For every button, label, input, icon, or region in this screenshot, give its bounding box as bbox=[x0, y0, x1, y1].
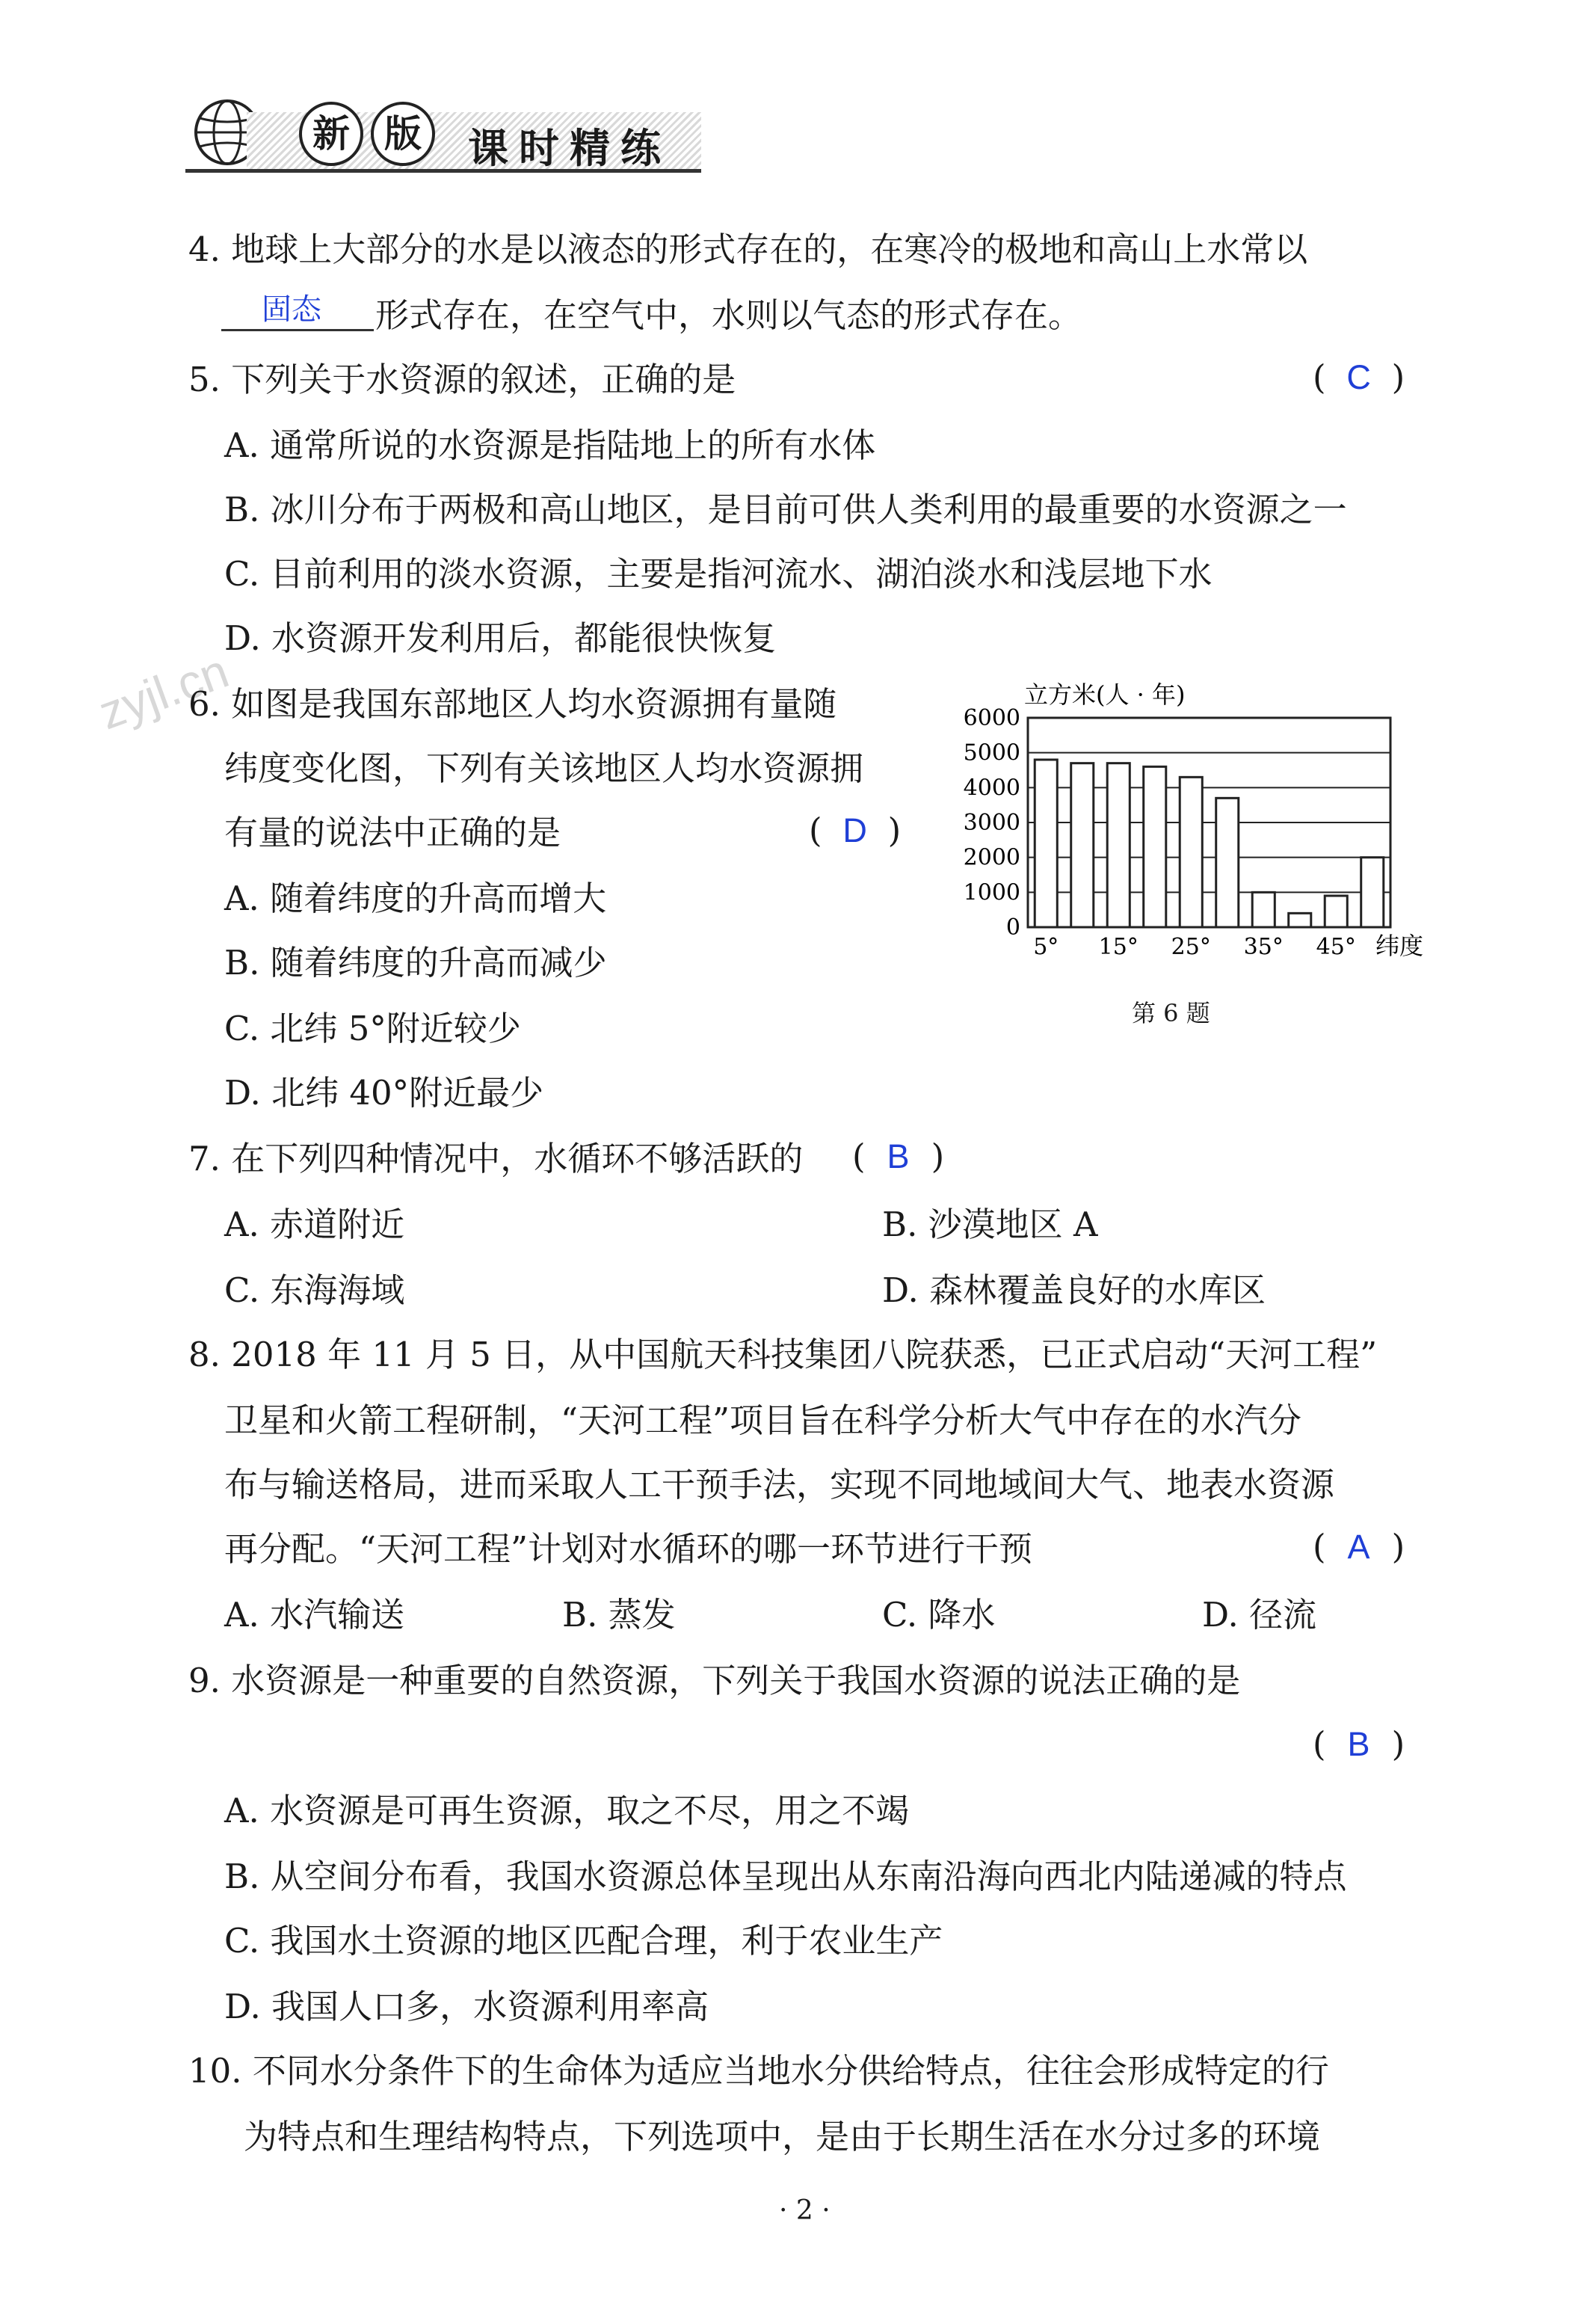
q7-answer: B bbox=[887, 1137, 910, 1175]
chart-y-tick-label: 2000 bbox=[963, 844, 1020, 871]
chart-bar bbox=[1071, 763, 1094, 927]
q8-stem-line4: 再分配。“天河工程”计划对水循环的哪一环节进行干预 bbox=[224, 1529, 1033, 1569]
q9-stem: 9. 水资源是一种重要的自然资源，下列关于我国水资源的说法正确的是 bbox=[188, 1661, 1241, 1700]
q9-option-d: D. 我国人口多，水资源利用率高 bbox=[224, 1987, 709, 2026]
chart-x-tick-label: 45° bbox=[1316, 934, 1356, 960]
q5-answer: C bbox=[1346, 358, 1371, 396]
chart-bar bbox=[1325, 896, 1347, 927]
q6-answer-bracket: ( D ) bbox=[809, 811, 902, 850]
q8-option-b: B. 蒸发 bbox=[562, 1595, 676, 1635]
q8-option-c: C. 降水 bbox=[882, 1595, 996, 1635]
chart-y-tick-label: 5000 bbox=[963, 740, 1020, 766]
q5-option-d: D. 水资源开发利用后，都能很快恢复 bbox=[224, 618, 777, 658]
header-char-edition: 版 bbox=[371, 102, 435, 166]
q4-line2: 形式存在，在空气中，水则以气态的形式存在。 bbox=[375, 295, 1082, 335]
q7-option-d: D. 森林覆盖良好的水库区 bbox=[882, 1270, 1266, 1310]
chart-bar bbox=[1144, 766, 1166, 927]
chart-bar bbox=[1361, 858, 1384, 927]
chart-bar bbox=[1289, 913, 1311, 927]
chart-y-tick-label: 0 bbox=[1005, 914, 1020, 941]
q6-answer: D bbox=[842, 811, 867, 849]
q5-stem: 5. 下列关于水资源的叙述，正确的是 bbox=[188, 360, 736, 399]
q6-bar-chart bbox=[942, 673, 1435, 1024]
chart-bar bbox=[1180, 777, 1202, 927]
q8-answer-bracket: ( A ) bbox=[1313, 1527, 1405, 1566]
q5-answer-bracket: ( C ) bbox=[1313, 357, 1405, 397]
chart-x-tick-label: 5° bbox=[1033, 934, 1059, 960]
chart-xlabel: 纬度 bbox=[1375, 932, 1424, 960]
q7-answer-bracket: ( B ) bbox=[852, 1137, 945, 1176]
q8-stem-line3: 布与输送格局，进而采取人工干预手法，实现不同地域间大气、地表水资源 bbox=[224, 1465, 1335, 1504]
page-number: · 2 · bbox=[779, 2195, 831, 2226]
q10-stem-line1: 10. 不同水分条件下的生命体为适应当地水分供给特点，往往会形成特定的行 bbox=[188, 2051, 1329, 2091]
chart-bar bbox=[1252, 892, 1275, 927]
q4-blank-answer: 固态 bbox=[262, 293, 321, 326]
watermark: zyjl.cn bbox=[92, 643, 235, 740]
chart-bar bbox=[1107, 763, 1130, 927]
chart-y-tick-label: 3000 bbox=[963, 810, 1020, 836]
q6-option-d: D. 北纬 40°附近最少 bbox=[224, 1073, 544, 1113]
q7-option-c: C. 东海海域 bbox=[224, 1270, 405, 1310]
q7-option-b: B. 沙漠地区 A bbox=[882, 1205, 1098, 1244]
q6-stem-line2: 纬度变化图，下列有关该地区人均水资源拥 bbox=[224, 748, 864, 788]
q8-stem-line1: 8. 2018 年 11 月 5 日，从中国航天科技集团八院获悉，已正式启动“天河工程” bbox=[188, 1335, 1378, 1374]
q9-option-a: A. 水资源是可再生资源，取之不尽，用之不竭 bbox=[224, 1791, 910, 1830]
q6-option-a: A. 随着纬度的升高而增大 bbox=[224, 879, 607, 918]
q5-option-c: C. 目前利用的淡水资源，主要是指河流水、湖泊淡水和浅层地下水 bbox=[224, 554, 1213, 594]
chart-y-tick-label: 1000 bbox=[963, 879, 1020, 906]
q6-option-b: B. 随着纬度的升高而减少 bbox=[224, 943, 607, 983]
q8-stem-line2: 卫星和火箭工程研制，“天河工程”项目旨在科学分析大气中存在的水汽分 bbox=[224, 1400, 1302, 1440]
chart-ylabel: 立方米(人 · 年) bbox=[1024, 680, 1186, 709]
q4-line1: 4. 地球上大部分的水是以液态的形式存在的，在寒冷的极地和高山上水常以 bbox=[188, 230, 1308, 269]
q7-stem: 7. 在下列四种情况中，水循环不够活跃的 bbox=[188, 1139, 804, 1178]
q8-answer: A bbox=[1347, 1528, 1370, 1566]
q9-option-c: C. 我国水土资源的地区匹配合理，利于农业生产 bbox=[224, 1921, 943, 1961]
q8-option-d: D. 径流 bbox=[1202, 1595, 1317, 1635]
chart-x-tick-label: 25° bbox=[1171, 934, 1211, 960]
q9-option-b: B. 从空间分布看，我国水资源总体呈现出从东南沿海向西北内陆递减的特点 bbox=[224, 1857, 1347, 1896]
q5-option-b: B. 冰川分布于两极和高山地区，是目前可供人类利用的最重要的水资源之一 bbox=[224, 490, 1347, 529]
q9-answer: B bbox=[1347, 1725, 1370, 1763]
header-char-new: 新 bbox=[299, 102, 363, 166]
q7-option-a: A. 赤道附近 bbox=[224, 1205, 405, 1244]
header-title: 课时精练 bbox=[468, 124, 671, 172]
chart-y-tick-label: 4000 bbox=[963, 775, 1020, 802]
chart-x-tick-label: 35° bbox=[1243, 934, 1284, 960]
q9-answer-bracket: ( B ) bbox=[1313, 1724, 1405, 1764]
q8-option-a: A. 水汽输送 bbox=[224, 1595, 405, 1635]
q6-figure-caption: 第 6 题 bbox=[1132, 999, 1210, 1027]
q4-blank-line bbox=[221, 329, 374, 331]
q6-option-c: C. 北纬 5°附近较少 bbox=[224, 1009, 521, 1048]
q10-stem-line2: 为特点和生理结构特点，下列选项中，是由于长期生活在水分过多的环境 bbox=[244, 2117, 1321, 2156]
q5-option-a: A. 通常所说的水资源是指陆地上的所有水体 bbox=[224, 425, 876, 465]
chart-bar bbox=[1216, 798, 1239, 927]
chart-bar bbox=[1035, 760, 1057, 927]
q6-stem-line1: 6. 如图是我国东部地区人均水资源拥有量随 bbox=[188, 684, 837, 724]
chart-y-tick-label: 6000 bbox=[963, 705, 1020, 731]
chart-x-tick-label: 15° bbox=[1098, 934, 1139, 960]
q6-stem-line3: 有量的说法中正确的是 bbox=[224, 813, 561, 852]
